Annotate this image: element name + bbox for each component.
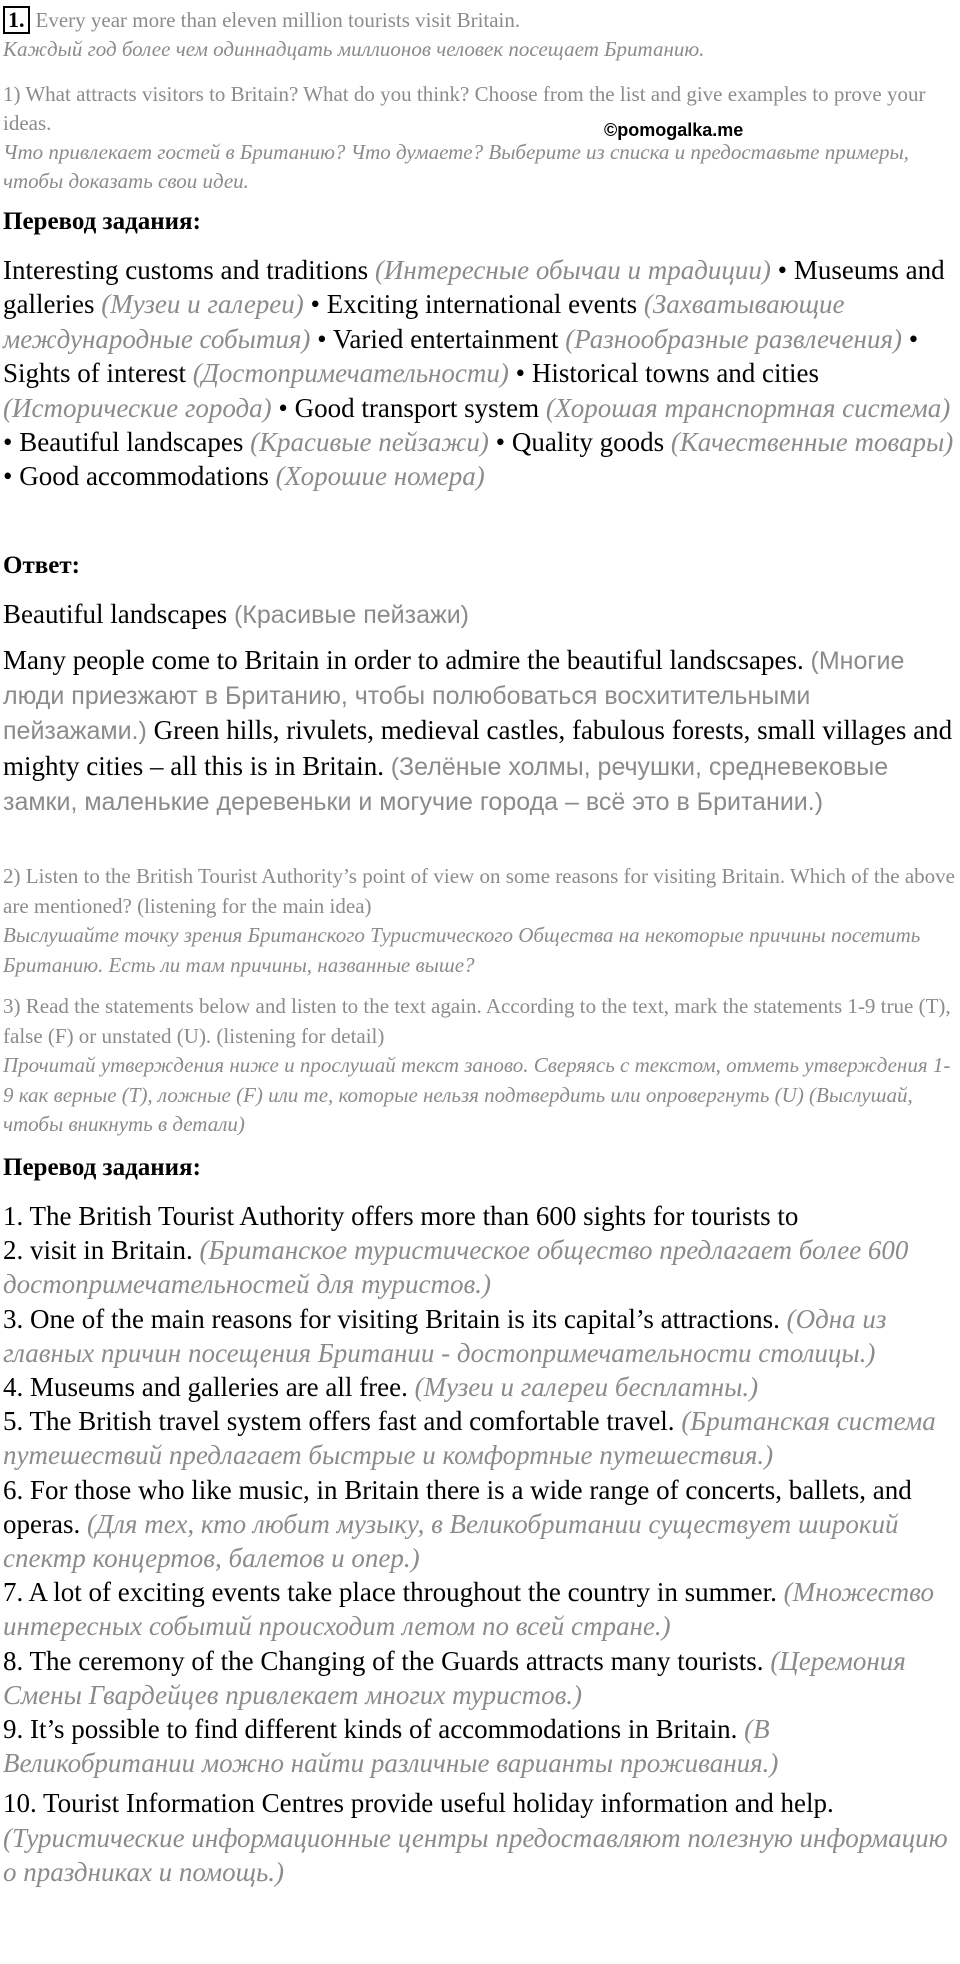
- list-item: • Beautiful landscapes (Красивые пейзажи): [3, 427, 489, 458]
- statement-item: 2. visit in Britain. (Британское туристическое общество предлагает более 600 достопримечательностей для туристов.): [3, 1235, 909, 1300]
- attractions-list: [3, 253, 958, 494]
- list-item: Sights of interest (Достопримечательности): [3, 358, 509, 389]
- statement-item: 1. The British Tourist Authority offers more than 600 sights for tourists to: [3, 1201, 799, 1231]
- answer-p2-ru: (Зелёные холмы, речушки, средневековые замки, маленькие деревеньки и могучие города – всё это в Британии.): [3, 752, 889, 816]
- task-number: 1.: [3, 6, 30, 34]
- question-3: [3, 992, 958, 1140]
- answer-title: Beautiful landscapes (Красивые пейзажи): [3, 599, 469, 629]
- list-item: • Good transport system (Хорошая транспортная система): [278, 392, 951, 423]
- list-item: Museums and galleries (Музеи и галереи) •: [3, 255, 945, 320]
- answer-p2-en: Green hills, rivulets, medieval castles, fabulous forests, small villages and mighty cities – all this is in Britain.: [3, 715, 953, 781]
- list-item: • Good accommodations (Хорошие номера): [3, 461, 485, 492]
- statement-item: 8. The ceremony of the Changing of the Guards attracts many tourists. (Церемония Смены Гвардейцев привлекает многих туристов.): [3, 1645, 906, 1710]
- question-1: [3, 80, 958, 196]
- list-item: Varied entertainment (Разнообразные развлечения) •: [332, 323, 919, 354]
- list-item: Interesting customs and traditions (Интересные обычаи и традиции) •: [3, 255, 788, 285]
- intro-ru: Каждый год более чем одиннадцать миллионов человек посещает Британию.: [3, 37, 705, 61]
- question-2-ru: Выслушайте точку зрения Британского Туристического Общества на некоторые причины посетить Британию. Есть ли там причины, названные выше?: [3, 923, 921, 977]
- question-1-en: 1) What attracts visitors to Britain? What do you think? Choose from the list and give examples to prove your ideas.: [3, 82, 926, 135]
- statement-item: 9. It’s possible to find different kinds of accommodations in Britain. (В Великобритании можно найти различные варианты проживания.): [3, 1714, 779, 1779]
- list-item: Exciting international events (Захватывающие международные события) •: [3, 289, 845, 354]
- heading-answer: Ответ:: [3, 552, 80, 579]
- statement-item: 10. Tourist Information Centres provide useful holiday information and help. (Туристические информационные центры предоставляют полезную информацию о праздниках и помощь.): [3, 1788, 948, 1887]
- heading-translation: Перевод задания:: [3, 208, 201, 235]
- answer-body: [3, 643, 958, 819]
- answer-p1-en: Many people come to Britain in order to admire the beautiful landscsapes.: [3, 645, 804, 675]
- statement-item: 6. For those who like music, in Britain there is a wide range of concerts, ballets, and operas. (Для тех, кто любит музыку, в Великобритании существует широкий спектр концертов, балетов и опер.): [3, 1474, 912, 1574]
- question-2-en: 2) Listen to the British Tourist Authority’s point of view on some reasons for visiting Britain. Which of the above are mentioned? (listening for the main idea): [3, 864, 955, 918]
- watermark: ©pomogalka.me: [604, 120, 744, 140]
- question-1-ru: Что привлекает гостей в Британию? Что думаете? Выберите из списка и предоставьте примеры, чтобы доказать свои идеи.: [3, 140, 909, 193]
- heading-translation-2: Перевод задания:: [3, 1154, 201, 1181]
- answer-p1-ru: (Многие люди приезжают в Британию, чтобы полюбоваться восхитительными пейзажами.): [3, 647, 905, 746]
- statements-list: [3, 1199, 958, 1889]
- statement-item: 4. Museums and galleries are all free. (Музеи и галереи бесплатны.): [3, 1372, 759, 1403]
- intro-en: Every year more than eleven million tourists visit Britain.: [35, 8, 521, 32]
- statement-item: 7. A lot of exciting events take place throughout the country in summer. (Множество интересных событий происходит летом по всей стране.): [3, 1577, 935, 1642]
- list-item: • Quality goods (Качественные товары): [495, 427, 954, 458]
- list-item: • Historical towns and cities (Исторические города): [3, 358, 820, 423]
- statement-item: 5. The British travel system offers fast and comfortable travel. (Британская система путешествий предлагает быстрые и комфортные путешествия.): [3, 1406, 936, 1471]
- question-3-ru: Прочитай утверждения ниже и прослушай текст заново. Сверяясь с текстом, отметь утверждения 1-9 как верные (T), ложные (F) или те, которые нельзя подтвердить или опровергнуть (U) (Выслушай, чтобы вникнуть в детали): [3, 1053, 951, 1136]
- intro-block: [3, 6, 958, 64]
- question-2: [3, 862, 958, 980]
- question-3-en: 3) Read the statements below and listen to the text again. According to the text, mark the statements 1-9 true (T), false (F) or unstated (U). (listening for detail): [3, 994, 951, 1048]
- statement-item: 3. One of the main reasons for visiting Britain is its capital’s attractions. (Одна из главных причин посещения Британии - достопримечательности столицы.): [3, 1303, 887, 1368]
